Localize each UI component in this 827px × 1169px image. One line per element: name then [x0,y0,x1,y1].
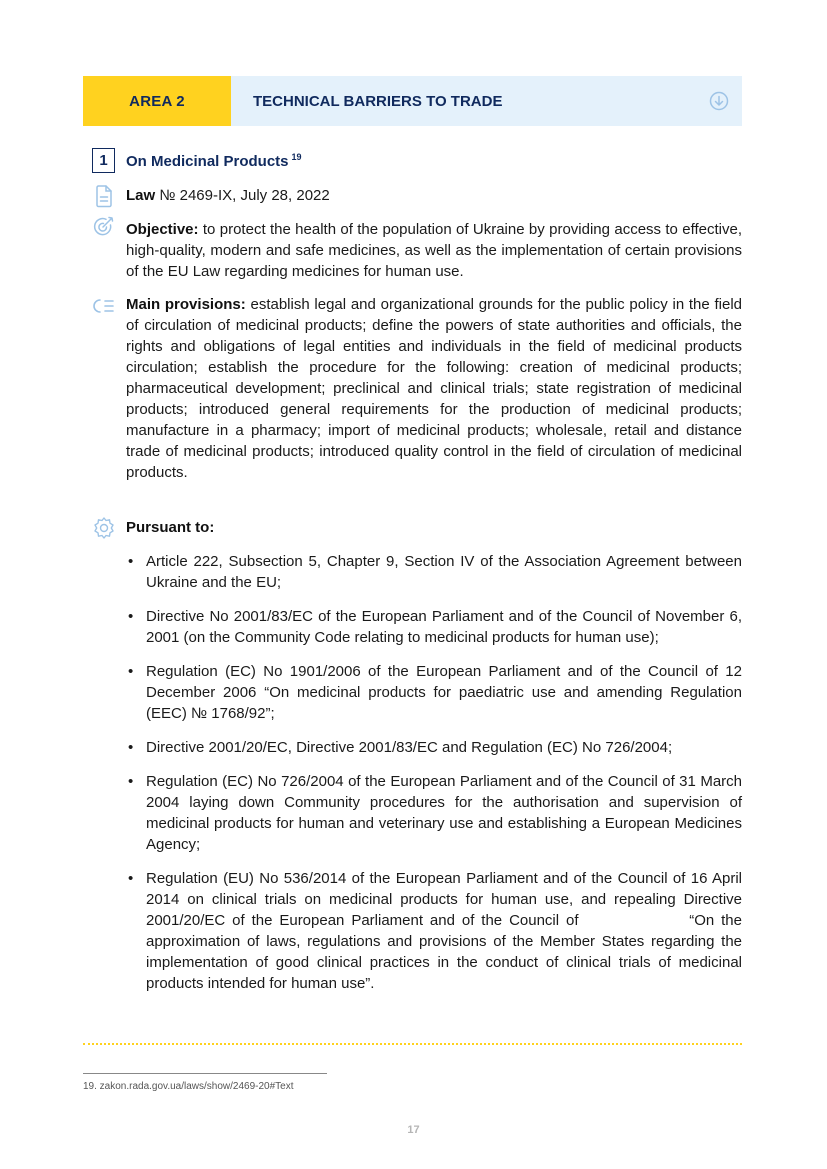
footnote[interactable]: 19. zakon.rada.gov.ua/laws/show/2469-20#Text [83,1081,294,1092]
footnote-divider [83,1073,327,1074]
area-title: TECHNICAL BARRIERS TO TRADE [253,92,503,110]
pursuant-list [126,551,747,1007]
document-icon [91,183,117,209]
law-line [126,185,742,206]
download-circle-icon[interactable] [709,91,729,111]
item-number: 1 [92,148,115,173]
objective-label: Objective: [126,221,199,238]
list-item: • Article 222, Subsection 5, Chapter 9, Section IV of the Association Agreement between Ukraine and the EU; [126,551,742,593]
list-item: • Regulation (EC) No 726/2004 of the European Parliament and of the Council of 31 March 2004 laying down Community procedures for the authorisation and supervision of medicinal products for human and veterinary use and establishing a European Medicines Agency; [126,771,742,855]
list-item: • Regulation (EC) No 1901/2006 of the European Parliament and of the Council of 12 December 2006 “On medicinal products for paediatric use and amending Regulation (EEC) № 1768/92”; [126,661,742,724]
item-title-text: On Medicinal Products [126,153,289,170]
target-icon [91,214,117,240]
main-provisions-paragraph [126,294,742,483]
pursuant-heading [126,517,742,538]
footnote-reference[interactable]: 19 [291,152,302,162]
pursuant-label: Pursuant to: [126,519,215,536]
area-title-bar [231,76,742,126]
area-banner [83,76,742,126]
objective-paragraph [126,219,742,282]
page-number: 17 [407,1124,420,1136]
objective-text: to protect the health of the population of Ukraine by providing access to effective, high-quality, modern and safe medicines, as well as the implementation of certain provisions of the EU Law regarding medicines for human use. [126,221,743,280]
item-title [126,152,302,170]
provisions-text: establish legal and organizational grounds for the public policy in the field of circulation of medicinal products; define the powers of state authorities and officials, the rights and obligations of legal entities and individuals in the field of medicinal products circulation; establish the procedure for the following: creation of medicinal products; pharmaceutical development; preclinical and clinical trials; state registration of medicinal products; introduced general requirements for the production of medicinal products; manufacture in a pharmacy; import of medicinal products; wholesale, retail and distance trade of medicinal products; introduced quality control in the field of circulation of medicinal products. [126,296,742,481]
list-icon [91,293,117,319]
area-label: AREA 2 [83,76,231,126]
list-item: • Directive No 2001/83/EC of the European Parliament and of the Council of November 6, 2001 (on the Community Code relating to medicinal products for human use); [126,606,742,648]
list-item: • Directive 2001/20/EC, Directive 2001/83/EC and Regulation (EC) No 726/2004; [126,737,742,758]
list-item: • Regulation (EU) No 536/2014 of the European Parliament and of the Council of 16 April 2014 on clinical trials on medicinal products for human use, and repealing Directive 2001/20/EC of the European Parliament and of the Council of “On the approximation of laws, regulations and provisions of the Member States regarding the implementation of good clinical practices in the conduct of clinical trials of medicinal products intended for human use”. [126,868,742,994]
law-label: Law [126,187,156,204]
law-text: № 2469-IX, July 28, 2022 [159,187,330,204]
gear-icon [91,515,117,541]
section-divider [83,1043,742,1045]
provisions-label: Main provisions: [126,296,246,313]
